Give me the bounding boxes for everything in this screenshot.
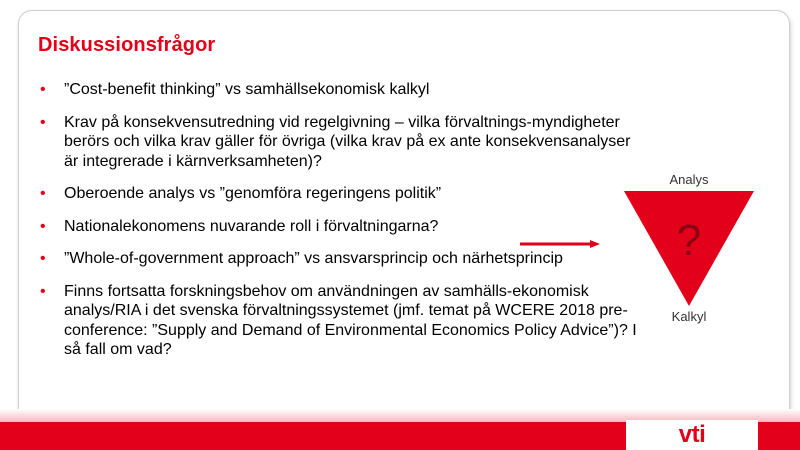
bullet-marker: • [40,282,46,300]
bullet-text: Finns fortsatta forskningsbehov om användningen av samhälls-ekonomisk analys/RIA i det svenska förvaltningssystemet (jmf. temat på WCERE 2018 pre-conference: ”Supply and Demand of Environmental Economics Policy Advice”)? I så fall om vad? [64,282,637,358]
arrow-right-icon [520,239,600,249]
bullet-marker: • [40,217,46,235]
bullet-text: ”Cost-benefit thinking” vs samhällsekonomisk kalkyl [64,81,430,98]
analysis-diagram [624,172,754,322]
bullet-text: Nationalekonomens nuvarande roll i förvaltningarna? [64,217,439,235]
question-mark-icon: ? [676,216,702,265]
bullet-item [40,80,640,100]
vti-logo: vti [678,421,706,448]
bullet-item [40,113,640,172]
bullet-item [40,217,640,237]
bullet-text: Oberoende analys vs ”genomföra regeringens politik” [64,185,442,202]
slide-title: Diskussionsfrågor [38,34,216,56]
bullet-text: Krav på konsekvensutredning vid regelgivning – vilka förvaltnings-myndigheter berörs och vilka krav gäller för övriga (vilka krav på ex ante konsekvensanalyser är integrerade i kärnverksamheten)? [64,113,631,170]
logo-box [626,420,758,450]
bullet-marker: • [40,81,46,98]
bullet-marker: • [40,113,46,131]
bullet-item [40,184,640,204]
bullet-item [40,249,640,269]
diagram-top-label: Analys [669,172,709,187]
bullet-list [40,80,640,373]
bullet-item [40,282,640,360]
bullet-marker: • [40,185,46,202]
bullet-text: ”Whole-of-government approach” vs ansvarsprincip och närhetsprincip [64,250,563,267]
diagram-bottom-label: Kalkyl [671,309,707,324]
bullet-marker: • [40,250,46,267]
